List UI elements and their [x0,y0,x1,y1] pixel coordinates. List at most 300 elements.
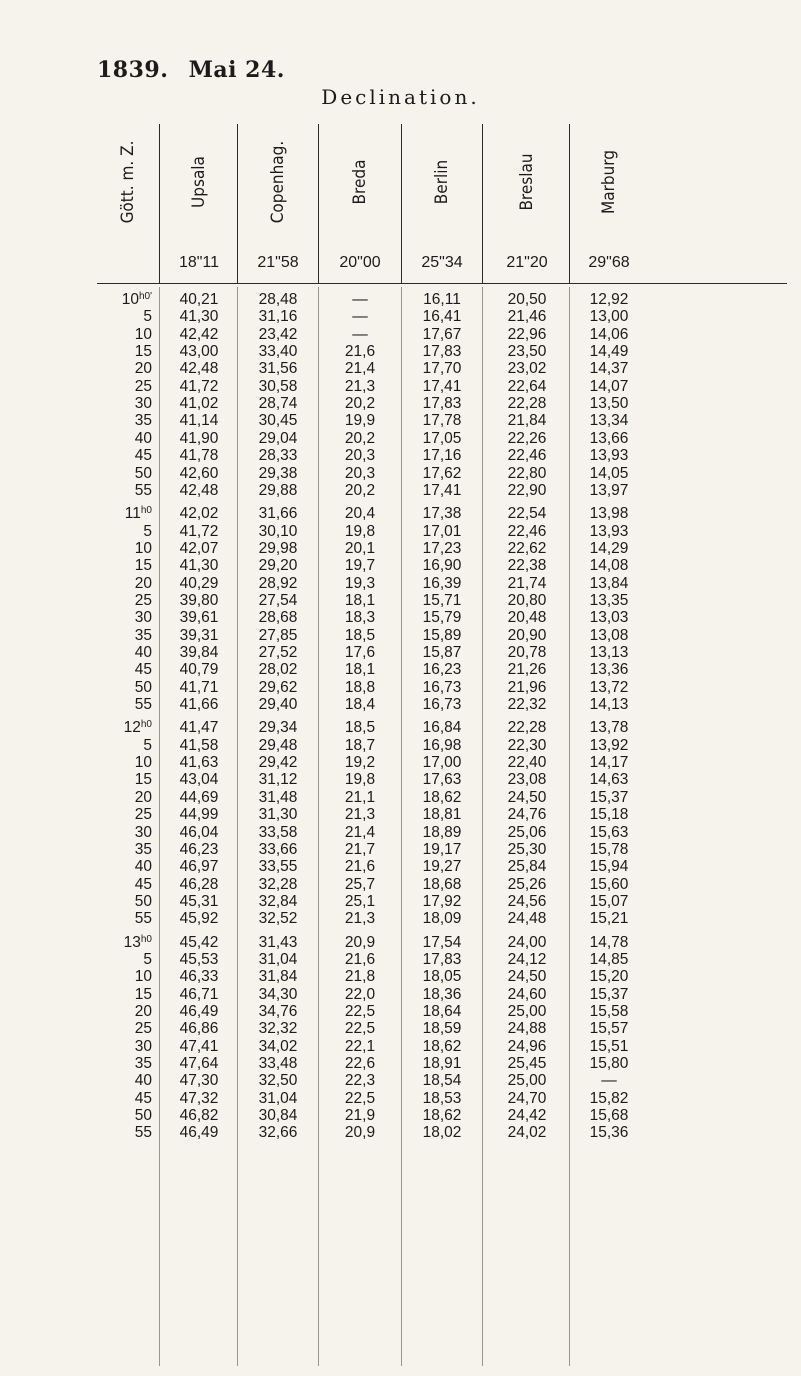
value-berlin: 17,70 [422,360,462,378]
value-breda: 21,6 [344,950,376,968]
time-cell [100,592,152,610]
value-breslau: 25,00 [507,1003,547,1020]
time-cell [100,343,152,361]
value-breda: 18,5 [344,719,376,737]
value-marburg: 13,03 [589,609,629,627]
value-upsala: 41,72 [179,522,219,540]
value-berlin: 16,41 [422,308,462,326]
value-berlin: 15,79 [422,609,462,627]
value-upsala: 40,21 [179,291,219,308]
value-breda: 21,7 [344,840,376,858]
time-cell [100,575,152,593]
value-upsala: 41,14 [179,412,219,430]
value-copenhag: 28,33 [258,447,298,465]
value-marburg: 13,66 [589,429,629,447]
time-minute: 25 [134,1020,152,1038]
value-copenhag: 33,40 [258,343,298,361]
time-cell [100,395,152,413]
time-minute: 20 [134,1003,152,1020]
value-copenhag: 31,16 [258,308,298,326]
column-name: Upsala [189,156,209,208]
value-breslau: 20,90 [507,626,547,644]
value-breda: 18,7 [344,736,376,754]
column-header-marburg [574,120,644,275]
value-berlin: 17,23 [422,539,462,557]
value-upsala: 45,42 [179,933,219,951]
value-copenhag: 28,74 [258,395,298,413]
time-cell [100,447,152,465]
value-marburg: 13,97 [589,481,629,499]
time-minute: 50 [134,1107,152,1125]
page-year: 1839. [97,57,169,83]
time-minute: 40 [134,858,152,876]
value-breslau: 22,64 [507,377,547,395]
value-upsala: 45,53 [179,950,219,968]
value-copenhag: 29,98 [258,539,298,557]
time-cell [100,360,152,378]
value-copenhag: 32,50 [258,1072,298,1090]
value-breda: 22,6 [344,1055,376,1073]
time-cell [100,934,152,952]
value-marburg: 14,08 [589,557,629,575]
value-upsala: 46,23 [179,840,219,858]
value-berlin: 17,05 [422,429,462,447]
value-marburg: 13,36 [589,661,629,679]
value-upsala: 47,30 [179,1072,219,1090]
value-breda: — [352,325,368,343]
value-upsala: 42,48 [179,360,219,378]
value-berlin: 17,41 [422,377,462,395]
value-breslau: 21,46 [507,308,547,326]
column-header-breda [322,120,398,275]
value-copenhag: 27,54 [258,591,298,609]
value-breslau: 24,88 [507,1020,547,1038]
time-cell [100,430,152,448]
value-breda: — [352,308,368,326]
value-berlin: 18,89 [422,823,462,841]
value-breslau: 25,45 [507,1055,547,1073]
value-breda: 20,3 [344,464,376,482]
value-upsala: 41,30 [179,308,219,326]
value-copenhag: 29,20 [258,557,298,575]
value-marburg: 14,05 [589,464,629,482]
value-upsala: 42,60 [179,464,219,482]
value-breslau: 23,02 [507,360,547,378]
time-minute: 25 [134,806,152,824]
value-copenhag: 31,48 [258,788,298,806]
value-berlin: 16,73 [422,696,462,714]
value-breslau: 22,30 [507,736,547,754]
value-breslau: 22,32 [507,696,547,714]
time-cell [100,540,152,558]
value-upsala: 47,41 [179,1037,219,1055]
value-berlin: 18,62 [422,1037,462,1055]
value-marburg: 13,35 [589,591,629,609]
value-upsala: 46,49 [179,1003,219,1020]
value-berlin: 18,54 [422,1072,462,1090]
value-breda: 20,4 [344,505,376,523]
value-upsala: 45,31 [179,892,219,910]
value-marburg: 13,34 [589,412,629,430]
time-hour-mark: h0 [140,719,152,731]
value-marburg: 13,78 [589,719,629,737]
value-upsala: 42,48 [179,481,219,499]
time-cell [100,824,152,842]
value-breslau: 23,50 [507,343,547,361]
time-cell [100,1055,152,1073]
column-offset: 25"34 [421,254,463,271]
time-cell [100,986,152,1004]
column-name: Copenhag. [268,140,288,224]
time-cell [100,1124,152,1142]
value-upsala: 46,28 [179,875,219,893]
column-divider [569,124,570,284]
time-cell [100,968,152,986]
value-copenhag: 31,43 [258,933,298,951]
column-divider [482,124,483,284]
value-breda: 19,8 [344,771,376,789]
time-cell [100,876,152,894]
value-marburg: 14,06 [589,325,629,343]
value-upsala: 40,29 [179,574,219,592]
value-breslau: 24,48 [507,910,547,928]
value-breslau: 22,28 [507,719,547,737]
value-upsala: 41,30 [179,557,219,575]
time-hour-mark: h0 [140,933,152,945]
value-upsala: 46,71 [179,985,219,1003]
value-breda: 18,8 [344,678,376,696]
time-minute: 50 [134,678,152,696]
value-breda: 22,1 [344,1037,376,1055]
value-marburg: 15,51 [589,1037,629,1055]
time-minute: 35 [134,840,152,858]
value-breda: 20,2 [344,395,376,413]
time-cell [100,627,152,645]
column-header-upsala [165,120,233,275]
value-upsala: 42,07 [179,539,219,557]
value-upsala: 41,63 [179,754,219,772]
value-berlin: 18,62 [422,1107,462,1125]
value-berlin: 18,64 [422,1003,462,1020]
time-cell [100,737,152,755]
value-berlin: 17,92 [422,892,462,910]
value-marburg: — [601,1072,617,1090]
value-berlin: 18,91 [422,1055,462,1073]
value-upsala: 39,31 [179,626,219,644]
value-breda: 21,4 [344,360,376,378]
value-berlin: 18,81 [422,806,462,824]
time-cell [100,1072,152,1090]
time-minute: 30 [134,823,152,841]
value-marburg: 15,37 [589,985,629,1003]
value-berlin: 18,09 [422,910,462,928]
value-berlin: 18,59 [422,1020,462,1038]
time-cell [100,557,152,575]
value-breslau: 20,80 [507,591,547,609]
time-cell [100,951,152,969]
value-breslau: 24,96 [507,1037,547,1055]
value-copenhag: 29,88 [258,481,298,499]
value-berlin: 16,11 [423,291,461,308]
time-cell [100,505,152,523]
value-copenhag: 29,42 [258,754,298,772]
value-upsala: 39,80 [179,591,219,609]
value-upsala: 41,72 [179,377,219,395]
time-minute: 12 [123,719,141,737]
time-minute: 35 [134,1055,152,1073]
time-minute: 55 [134,481,152,499]
value-copenhag: 32,52 [258,910,298,928]
value-copenhag: 29,40 [258,696,298,714]
value-marburg: 13,50 [589,395,629,413]
value-marburg: 15,94 [589,858,629,876]
time-minute: 30 [134,1037,152,1055]
time-cell [100,326,152,344]
value-breda: 21,6 [344,343,376,361]
time-hour-mark: h0 [140,505,152,517]
header-rule [97,283,787,284]
time-cell [100,644,152,662]
time-minute: 20 [134,788,152,806]
time-cell [100,1020,152,1038]
time-cell [100,378,152,396]
time-minute: 5 [143,950,152,968]
value-breda: 18,5 [344,626,376,644]
value-copenhag: 29,38 [258,464,298,482]
value-marburg: 13,92 [589,736,629,754]
value-upsala: 45,92 [179,910,219,928]
time-minute: 50 [134,464,152,482]
time-minute: 5 [143,522,152,540]
value-breda: 18,1 [344,591,376,609]
time-cell [100,893,152,911]
value-marburg: 15,80 [589,1055,629,1073]
time-minute: 30 [134,395,152,413]
value-breslau: 24,50 [507,788,547,806]
time-minute: 11 [124,505,141,523]
value-berlin: 18,68 [422,875,462,893]
value-breslau: 25,84 [507,858,547,876]
value-upsala: 41,66 [179,696,219,714]
time-minute: 10 [121,291,139,308]
time-cell [100,789,152,807]
value-breslau: 21,74 [507,574,547,592]
time-cell [100,719,152,737]
value-breslau: 24,00 [507,933,547,951]
value-breda: 22,5 [344,1089,376,1107]
value-breslau: 22,38 [507,557,547,575]
time-cell [100,696,152,714]
column-divider [482,287,483,1366]
value-berlin: 17,63 [422,771,462,789]
value-breslau: 22,62 [507,539,547,557]
value-breda: 18,1 [344,661,376,679]
time-minute: 20 [134,574,152,592]
value-berlin: 18,53 [422,1089,462,1107]
time-cell [100,308,152,326]
value-copenhag: 30,58 [258,377,298,395]
value-copenhag: 28,48 [258,291,298,308]
value-berlin: 19,17 [422,840,462,858]
time-minute: 45 [134,447,152,465]
value-upsala: 42,02 [179,505,219,523]
time-cell [100,910,152,928]
value-breda: 21,6 [344,858,376,876]
column-name: Gött. m. Z. [117,140,138,224]
value-marburg: 15,63 [589,823,629,841]
value-copenhag: 29,04 [258,429,298,447]
value-berlin: 18,36 [422,985,462,1003]
value-marburg: 14,37 [589,360,629,378]
column-divider [318,124,319,284]
value-marburg: 14,07 [589,377,629,395]
time-hour-mark: h0' [138,291,152,302]
value-marburg: 13,93 [589,447,629,465]
value-breda: 25,1 [344,892,376,910]
value-breda: 21,1 [344,788,376,806]
value-breslau: 22,80 [507,464,547,482]
time-cell [100,291,152,309]
value-breda: 19,3 [344,574,376,592]
value-breda: 21,4 [344,823,376,841]
time-cell [100,1038,152,1056]
value-berlin: 19,27 [422,858,462,876]
time-minute: 5 [143,736,152,754]
column-header-copenhag [242,120,314,275]
value-upsala: 41,71 [179,678,219,696]
time-minute: 10 [134,539,152,557]
value-marburg: 15,57 [589,1020,629,1038]
value-upsala: 44,69 [179,788,219,806]
value-breslau: 24,42 [507,1107,547,1125]
value-breda: 21,3 [344,806,376,824]
value-upsala: 41,78 [179,447,219,465]
value-copenhag: 32,84 [258,892,298,910]
column-header-berlin [406,120,478,275]
value-breda: 25,7 [344,875,376,893]
value-copenhag: 29,34 [258,719,298,737]
value-breda: 20,9 [344,933,376,951]
time-cell [100,771,152,789]
value-upsala: 46,86 [179,1020,219,1038]
value-marburg: 14,78 [589,933,629,951]
value-breslau: 22,46 [507,447,547,465]
time-minute: 10 [134,968,152,986]
value-upsala: 47,64 [179,1055,219,1073]
value-berlin: 15,87 [422,644,462,661]
value-copenhag: 28,02 [258,661,298,679]
value-copenhag: 30,84 [258,1107,298,1125]
value-breslau: 24,12 [507,950,547,968]
time-minute: 55 [134,1124,152,1142]
value-marburg: 15,18 [589,806,629,824]
value-breslau: 24,76 [507,806,547,824]
value-breslau: 22,28 [507,395,547,413]
value-berlin: 17,67 [422,325,462,343]
value-upsala: 46,82 [179,1107,219,1125]
value-marburg: 15,20 [589,968,629,986]
value-breslau: 23,08 [507,771,547,789]
value-copenhag: 30,45 [258,412,298,430]
column-offset: 29"68 [588,254,630,271]
time-minute: 15 [134,771,152,789]
value-berlin: 16,84 [422,719,462,737]
value-berlin: 17,41 [422,481,462,499]
value-berlin: 15,71 [422,591,462,609]
value-upsala: 46,04 [179,823,219,841]
time-minute: 45 [134,1089,152,1107]
value-copenhag: 31,04 [258,950,298,968]
value-copenhag: 27,85 [258,626,298,644]
value-marburg: 13,08 [589,626,629,644]
value-copenhag: 31,04 [258,1089,298,1107]
value-breslau: 24,50 [507,968,547,986]
value-breslau: 24,60 [507,985,547,1003]
column-header-breslau [487,120,567,275]
value-berlin: 17,38 [422,505,462,523]
time-cell [100,754,152,772]
time-minute: 40 [134,644,152,661]
time-cell [100,806,152,824]
time-cell [100,523,152,541]
value-copenhag: 23,42 [258,325,298,343]
value-marburg: 14,13 [589,696,629,714]
value-marburg: 14,49 [589,343,629,361]
value-breda: — [352,291,368,308]
value-copenhag: 27,52 [258,644,298,661]
value-berlin: 17,83 [422,395,462,413]
value-marburg: 15,60 [589,875,629,893]
value-copenhag: 33,55 [258,858,298,876]
value-breslau: 22,96 [507,325,547,343]
value-breda: 18,4 [344,696,376,714]
value-copenhag: 34,02 [258,1037,298,1055]
value-upsala: 46,97 [179,858,219,876]
column-divider [569,287,570,1366]
value-breslau: 22,54 [507,505,547,523]
value-berlin: 17,01 [422,522,462,540]
value-breda: 18,3 [344,609,376,627]
value-upsala: 41,58 [179,736,219,754]
value-breda: 21,9 [344,1107,376,1125]
value-breda: 20,2 [344,481,376,499]
value-marburg: 15,78 [589,840,629,858]
value-berlin: 18,02 [422,1124,462,1142]
time-cell [100,661,152,679]
value-breslau: 21,26 [507,661,547,679]
value-breda: 22,5 [344,1020,376,1038]
value-breslau: 24,70 [507,1089,547,1107]
value-marburg: 14,63 [589,771,629,789]
time-minute: 45 [134,661,152,679]
value-upsala: 47,32 [179,1089,219,1107]
time-minute: 15 [134,985,152,1003]
value-berlin: 16,90 [422,557,462,575]
column-offset: 21"20 [506,254,548,271]
value-upsala: 41,90 [179,429,219,447]
value-marburg: 13,72 [589,678,629,696]
value-marburg: 13,98 [589,505,629,523]
value-berlin: 17,78 [422,412,462,430]
value-breslau: 21,96 [507,678,547,696]
value-breslau: 20,50 [507,291,547,308]
value-breda: 20,9 [344,1124,376,1142]
value-berlin: 17,62 [422,464,462,482]
time-cell [100,1107,152,1125]
value-breda: 22,3 [344,1072,376,1090]
value-breslau: 20,48 [507,609,547,627]
value-copenhag: 31,30 [258,806,298,824]
